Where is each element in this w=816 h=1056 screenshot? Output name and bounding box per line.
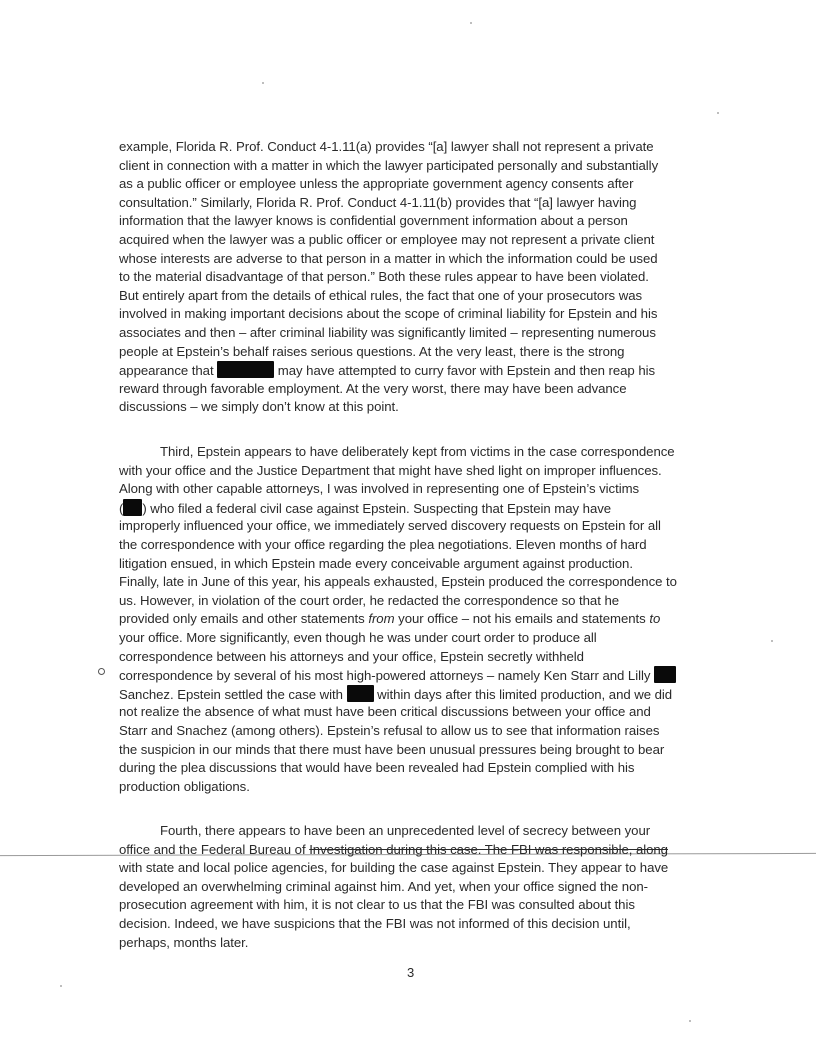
text-segment: ( [119, 500, 124, 516]
text-line: to the material disadvantage of that person.” Both these rules appear to have been violated. [119, 269, 649, 285]
text-line: as a public officer or employee unless the appropriate government agency consents after [119, 176, 634, 192]
text-line: your office. More significantly, even though he was under court order to produce all [119, 629, 597, 645]
emphasis-from: from [368, 611, 395, 627]
text-line: improperly influenced your office, we immediately served discovery requests on Epstein for all [119, 518, 661, 534]
scan-speck [689, 1020, 691, 1022]
text-line: reward through favorable employment. At the very worst, there may have been advance [119, 380, 627, 396]
scan-artifact-mark [98, 668, 105, 675]
scan-speck [470, 22, 472, 24]
page-number: 3 [407, 965, 415, 980]
redaction-box [217, 361, 274, 378]
text-line: decision. Indeed, we have suspicions that the FBI was not informed of this decision until, [119, 915, 631, 931]
text-line: consultation.” Similarly, Florida R. Prof. Conduct 4-1.11(b) provides that “[a] lawyer having [119, 194, 637, 210]
redaction-box [654, 666, 676, 683]
text-line: people at Epstein’s behalf raises serious questions. At the very least, there is the strong [119, 343, 625, 359]
text-line: Finally, late in June of this year, his appeals exhausted, Epstein produced the correspondence to [119, 574, 677, 590]
text-line: Starr and Snachez (among others). Epstein’s refusal to allow us to see that information raises [119, 722, 660, 738]
text-line [119, 841, 715, 860]
scan-speck [262, 82, 264, 84]
text-line: example, Florida R. Prof. Conduct 4-1.11(a) provides “[a] lawyer shall not represent a private [119, 139, 654, 154]
text-segment: within days after this limited production, and we did [373, 686, 673, 702]
scan-speck [771, 640, 773, 642]
text-line: not realize the absence of what must have been critical discussions between your office and [119, 704, 651, 720]
text-line [119, 685, 715, 704]
text-line: Fourth, there appears to have been an unprecedented level of secrecy between your [160, 823, 651, 838]
text-line: involved in making important decisions about the scope of criminal liability for Epstein and his [119, 306, 658, 322]
scan-speck [60, 985, 62, 987]
text-line: client in connection with a matter in which the lawyer participated personally and substantially [119, 157, 659, 173]
text-line: production obligations. [119, 778, 250, 794]
text-line: acquired when the lawyer was a public officer or employee may not represent a private client [119, 231, 655, 247]
paragraph-fourth-point [119, 822, 715, 952]
text-line: Third, Epstein appears to have deliberately kept from victims in the case correspondence [160, 444, 675, 459]
text-segment: correspondence by several of his most high-powered attorneys – namely Ken Starr and Lilly [119, 668, 655, 684]
text-segment: your office – not his emails and statements [394, 611, 650, 627]
text-line: But entirely apart from the details of ethical rules, the fact that one of your prosecutors was [119, 287, 643, 303]
redaction-box [347, 685, 374, 702]
text-line: associates and then – after criminal liability was significantly limited – representing numerous [119, 324, 656, 340]
text-line: us. However, in violation of the court order, he redacted the correspondence so that he [119, 592, 620, 608]
text-segment: Sanchez. Epstein settled the case with [119, 686, 347, 702]
text-line [119, 499, 715, 518]
text-segment: ) who filed a federal civil case against Epstein. Suspecting that Epstein may have [142, 500, 612, 516]
struck-text: Investigation during this case. The FBI was responsible, along [309, 841, 668, 857]
text-segment: provided only emails and other statements [119, 611, 369, 627]
text-line: correspondence between his attorneys and your office, Epstein secretly withheld [119, 648, 584, 664]
text-segment: may have attempted to curry favor with Epstein and then reap his [274, 363, 656, 379]
text-line: whose interests are adverse to that person in a matter in which the information could be used [119, 250, 658, 266]
text-line: discussions – we simply don’t know at this point. [119, 399, 399, 415]
text-line [119, 610, 715, 629]
text-line: information that the lawyer knows is confidential government information about a person [119, 213, 628, 229]
text-line: the suspicion in our minds that there must have been unusual pressures being brought to bear [119, 741, 665, 757]
text-line [119, 666, 715, 685]
text-line: with state and local police agencies, for building the case against Epstein. They appear to have [119, 860, 669, 876]
paragraph-ethics-rules [119, 138, 715, 417]
text-line [119, 361, 715, 380]
text-line: the correspondence with your office regarding the plea negotiations. Eleven months of hard [119, 536, 647, 552]
scan-speck [717, 112, 719, 114]
text-segment: office and the Federal Bureau of [119, 841, 310, 857]
redaction-box [123, 499, 142, 516]
text-line: during the plea discussions that would have been revealed had Epstein complied with his [119, 760, 635, 776]
text-line: with your office and the Justice Department that might have shed light on improper influences. [119, 462, 662, 478]
text-line: prosecution agreement with him, it is not clear to us that the FBI was consulted about this [119, 897, 635, 913]
text-line: perhaps, months later. [119, 934, 249, 950]
text-line: Along with other capable attorneys, I was involved in representing one of Epstein’s victims [119, 481, 640, 497]
paragraph-third-point [119, 443, 715, 796]
text-segment: appearance that [119, 363, 218, 379]
emphasis-to: to [649, 611, 661, 627]
text-line: litigation ensued, in which Epstein made every conceivable argument against production. [119, 555, 633, 571]
text-line: developed an overwhelming criminal against him. And yet, when your office signed the non- [119, 878, 648, 894]
